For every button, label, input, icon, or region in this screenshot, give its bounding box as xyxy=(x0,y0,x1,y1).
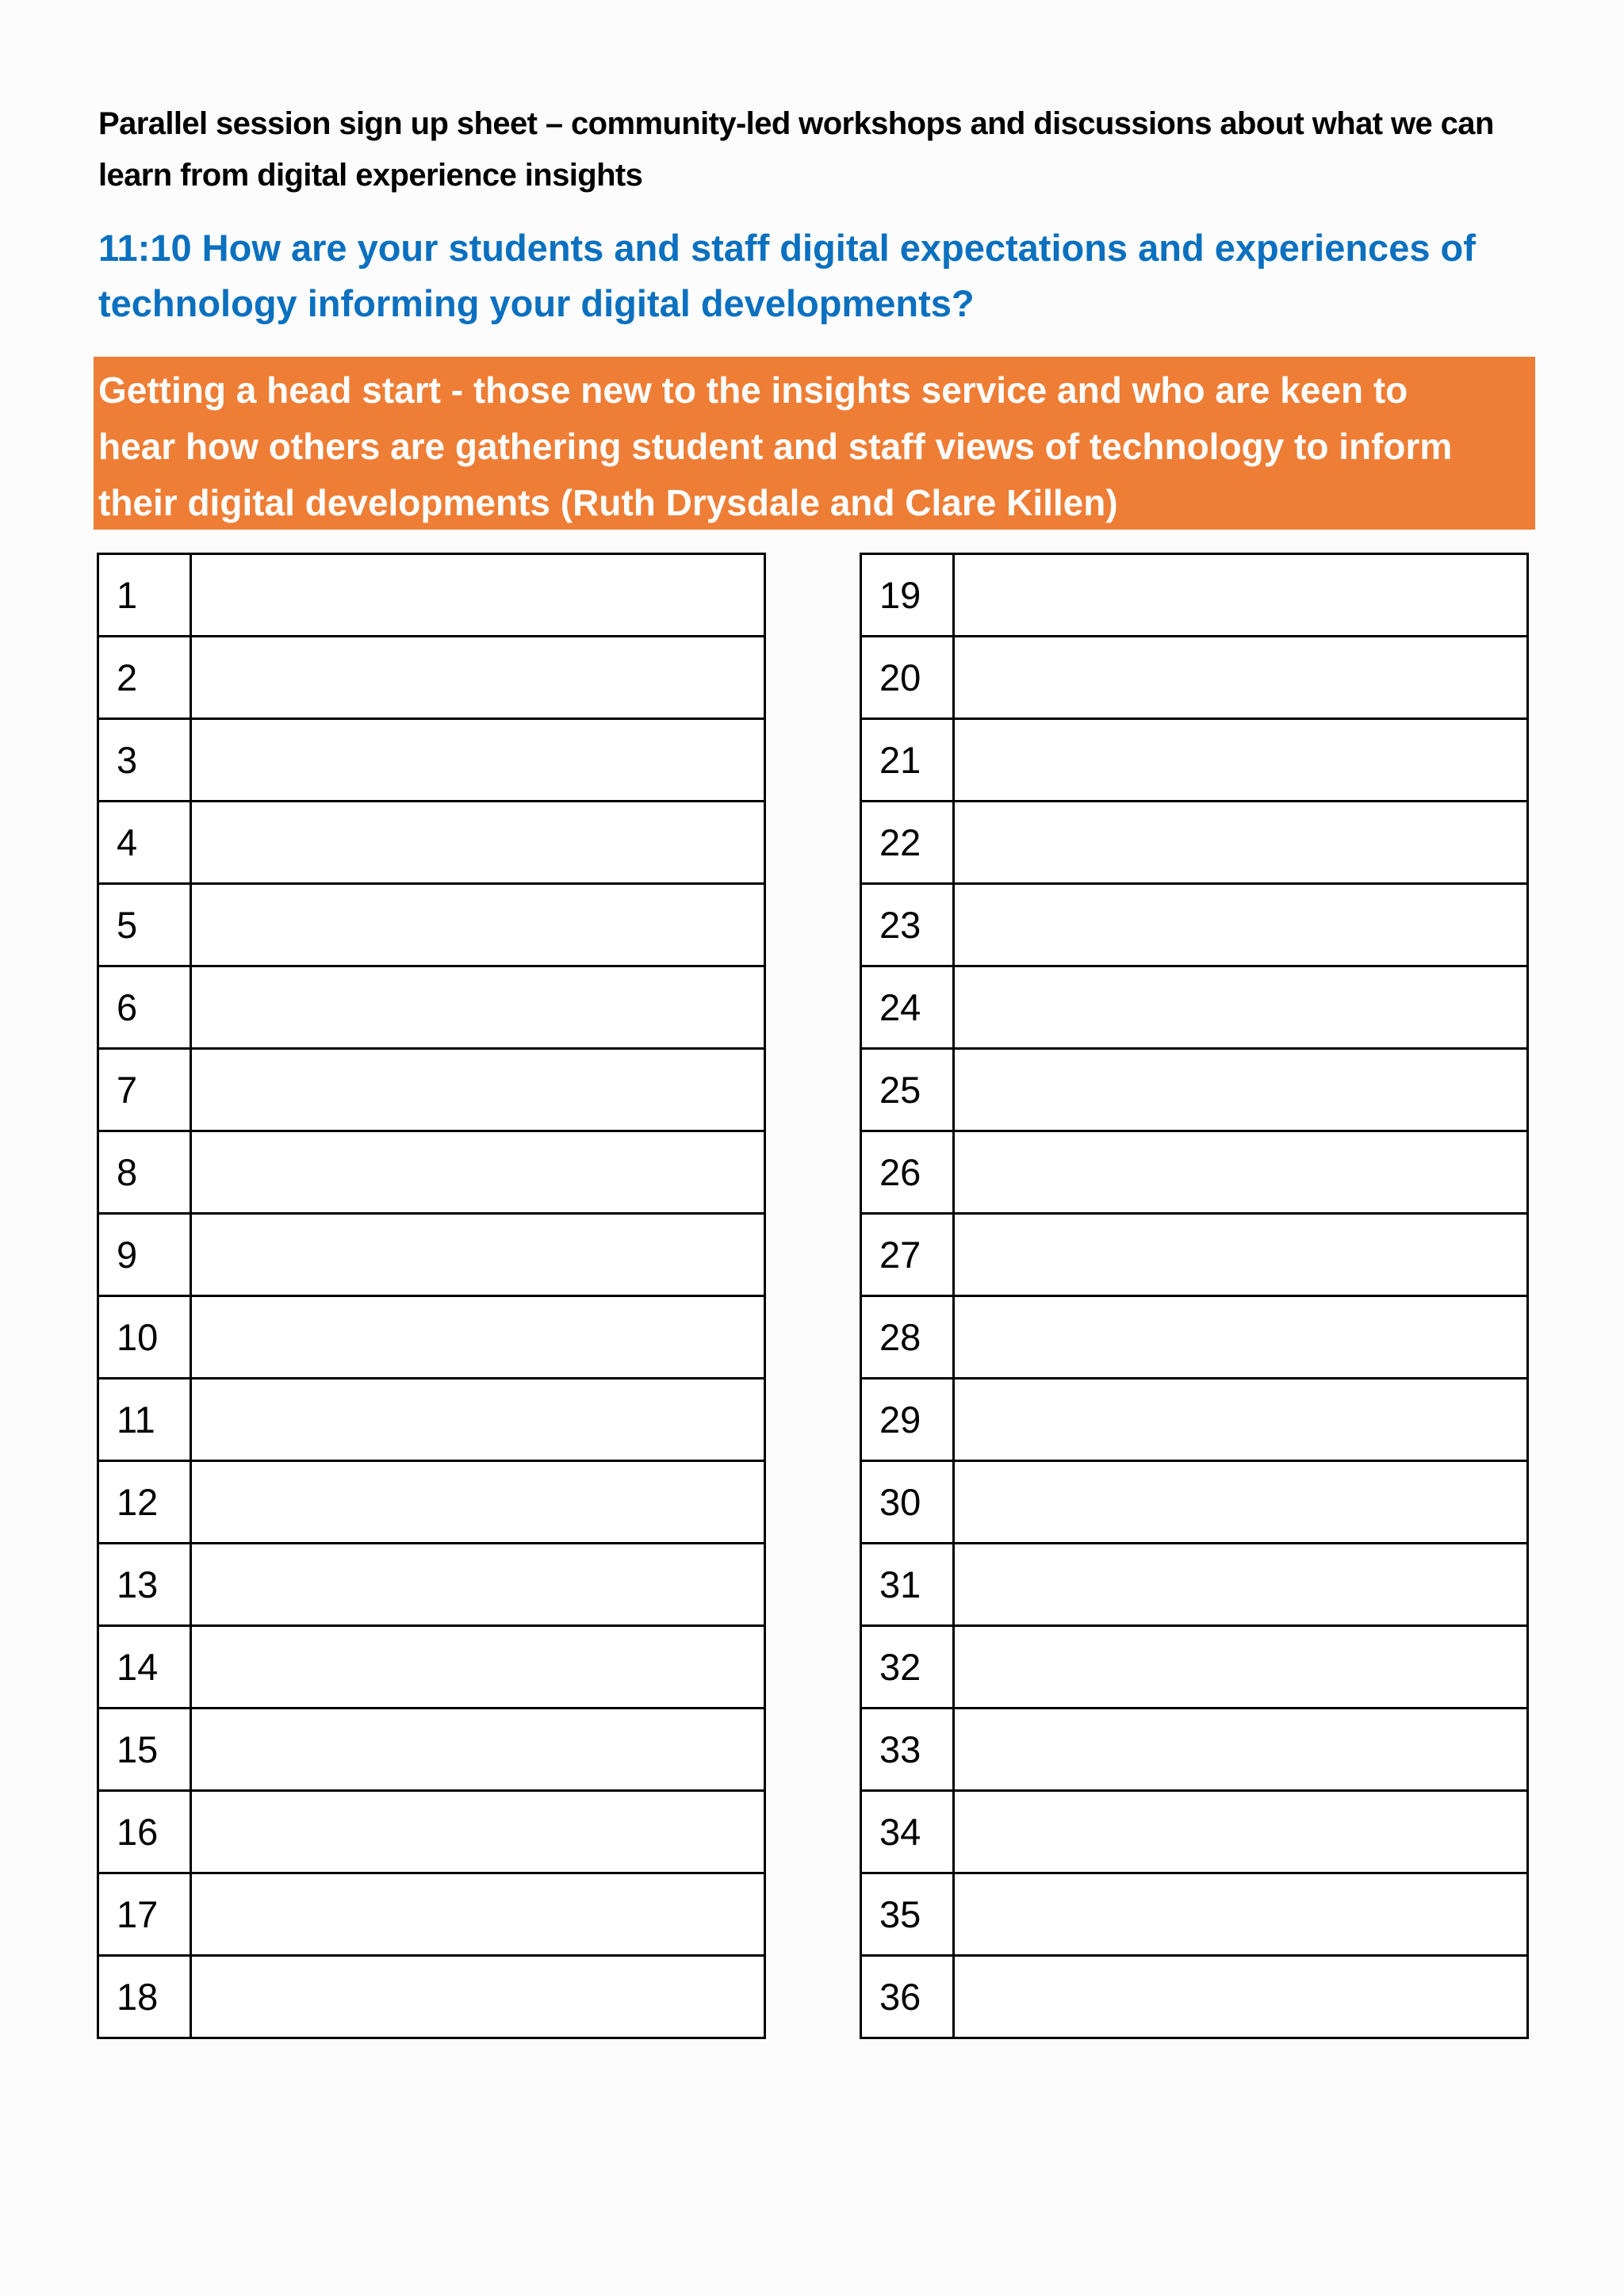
workshop-description-line: their digital developments (Ruth Drysdale and Clare Killen) xyxy=(98,482,1118,523)
signup-name-field[interactable] xyxy=(954,802,1528,884)
signup-name-field[interactable] xyxy=(954,1626,1528,1709)
signup-row xyxy=(98,637,765,719)
row-number: 10 xyxy=(98,1296,191,1379)
signup-name-field[interactable] xyxy=(191,802,765,884)
signup-row xyxy=(98,1379,765,1461)
row-number: 13 xyxy=(98,1544,191,1626)
row-number: 32 xyxy=(861,1626,954,1709)
workshop-description-line: hear how others are gathering student and staff views of technology to inform xyxy=(98,426,1453,467)
signup-name-field[interactable] xyxy=(954,884,1528,966)
row-number: 17 xyxy=(98,1873,191,1956)
signup-row xyxy=(98,1214,765,1296)
workshop-banner xyxy=(94,357,1535,530)
row-number: 16 xyxy=(98,1791,191,1873)
row-number: 20 xyxy=(861,637,954,719)
signup-row xyxy=(861,637,1528,719)
row-number: 1 xyxy=(98,554,191,637)
signup-name-field[interactable] xyxy=(191,1873,765,1956)
row-number: 23 xyxy=(861,884,954,966)
signup-row xyxy=(98,1461,765,1544)
signup-row xyxy=(861,966,1528,1049)
signup-row xyxy=(98,1626,765,1709)
signup-name-field[interactable] xyxy=(954,637,1528,719)
signup-row xyxy=(98,1791,765,1873)
signup-name-field[interactable] xyxy=(191,1626,765,1709)
signup-row xyxy=(98,1873,765,1956)
signup-name-field[interactable] xyxy=(954,966,1528,1049)
signup-name-field[interactable] xyxy=(191,1379,765,1461)
signup-row xyxy=(98,1709,765,1791)
signup-row xyxy=(861,802,1528,884)
row-number: 21 xyxy=(861,719,954,802)
signup-name-field[interactable] xyxy=(191,1956,765,2038)
row-number: 22 xyxy=(861,802,954,884)
signup-name-field[interactable] xyxy=(954,1296,1528,1379)
signup-name-field[interactable] xyxy=(191,1214,765,1296)
signup-name-field[interactable] xyxy=(191,884,765,966)
row-number: 33 xyxy=(861,1709,954,1791)
row-number: 6 xyxy=(98,966,191,1049)
signup-row xyxy=(861,554,1528,637)
signup-row xyxy=(98,966,765,1049)
signup-name-field[interactable] xyxy=(191,1296,765,1379)
signup-row xyxy=(861,1956,1528,2038)
signup-name-field[interactable] xyxy=(954,1956,1528,2038)
signup-row xyxy=(861,719,1528,802)
signup-table-left-body xyxy=(98,554,765,2038)
signup-name-field[interactable] xyxy=(954,1214,1528,1296)
signup-row xyxy=(861,1049,1528,1131)
signup-name-field[interactable] xyxy=(191,1544,765,1626)
signup-row xyxy=(98,802,765,884)
session-heading: 11:10 How are your students and staff digital expectations and experiences of technology informing your digital developments? xyxy=(98,227,1476,324)
signup-row xyxy=(861,1461,1528,1544)
signup-row xyxy=(861,1791,1528,1873)
signup-table-left xyxy=(97,553,766,2039)
signup-row xyxy=(98,1296,765,1379)
signup-row xyxy=(861,1131,1528,1214)
workshop-description-line: Getting a head start - those new to the insights service and who are keen to xyxy=(98,369,1408,411)
row-number: 15 xyxy=(98,1709,191,1791)
row-number: 30 xyxy=(861,1461,954,1544)
signup-name-field[interactable] xyxy=(191,637,765,719)
page-title: Parallel session sign up sheet – community-led workshops and discussions about what we can learn from digital experience insights xyxy=(98,106,1494,193)
signup-row xyxy=(861,1544,1528,1626)
signup-name-field[interactable] xyxy=(954,719,1528,802)
row-number: 18 xyxy=(98,1956,191,2038)
signup-row xyxy=(861,1296,1528,1379)
row-number: 29 xyxy=(861,1379,954,1461)
signup-name-field[interactable] xyxy=(191,1049,765,1131)
signup-row xyxy=(98,1131,765,1214)
signup-name-field[interactable] xyxy=(954,1049,1528,1131)
row-number: 26 xyxy=(861,1131,954,1214)
signup-table-right xyxy=(860,553,1529,2039)
signup-name-field[interactable] xyxy=(954,1461,1528,1544)
row-number: 31 xyxy=(861,1544,954,1626)
signup-row xyxy=(861,1214,1528,1296)
row-number: 36 xyxy=(861,1956,954,2038)
signup-name-field[interactable] xyxy=(191,966,765,1049)
row-number: 9 xyxy=(98,1214,191,1296)
signup-row xyxy=(861,884,1528,966)
row-number: 11 xyxy=(98,1379,191,1461)
signup-name-field[interactable] xyxy=(191,1131,765,1214)
signup-name-field[interactable] xyxy=(191,1461,765,1544)
signup-row xyxy=(861,1709,1528,1791)
row-number: 8 xyxy=(98,1131,191,1214)
row-number: 7 xyxy=(98,1049,191,1131)
signup-name-field[interactable] xyxy=(954,1544,1528,1626)
signup-row xyxy=(98,1956,765,2038)
signup-name-field[interactable] xyxy=(954,554,1528,637)
signup-name-field[interactable] xyxy=(954,1873,1528,1956)
signup-row xyxy=(861,1379,1528,1461)
row-number: 19 xyxy=(861,554,954,637)
row-number: 2 xyxy=(98,637,191,719)
signup-name-field[interactable] xyxy=(191,1791,765,1873)
signup-table-right-body xyxy=(861,554,1528,2038)
row-number: 25 xyxy=(861,1049,954,1131)
signup-row xyxy=(98,719,765,802)
row-number: 12 xyxy=(98,1461,191,1544)
signup-name-field[interactable] xyxy=(954,1131,1528,1214)
signup-row xyxy=(98,1544,765,1626)
signup-row xyxy=(98,884,765,966)
row-number: 4 xyxy=(98,802,191,884)
row-number: 3 xyxy=(98,719,191,802)
signup-name-field[interactable] xyxy=(954,1791,1528,1873)
row-number: 34 xyxy=(861,1791,954,1873)
signup-row xyxy=(98,554,765,637)
signup-name-field[interactable] xyxy=(191,554,765,637)
signup-row xyxy=(861,1873,1528,1956)
row-number: 14 xyxy=(98,1626,191,1709)
signup-name-field[interactable] xyxy=(954,1379,1528,1461)
signup-name-field[interactable] xyxy=(191,719,765,802)
row-number: 5 xyxy=(98,884,191,966)
signup-name-field[interactable] xyxy=(954,1709,1528,1791)
row-number: 35 xyxy=(861,1873,954,1956)
signup-row xyxy=(98,1049,765,1131)
signup-name-field[interactable] xyxy=(191,1709,765,1791)
row-number: 28 xyxy=(861,1296,954,1379)
signup-row xyxy=(861,1626,1528,1709)
row-number: 27 xyxy=(861,1214,954,1296)
row-number: 24 xyxy=(861,966,954,1049)
